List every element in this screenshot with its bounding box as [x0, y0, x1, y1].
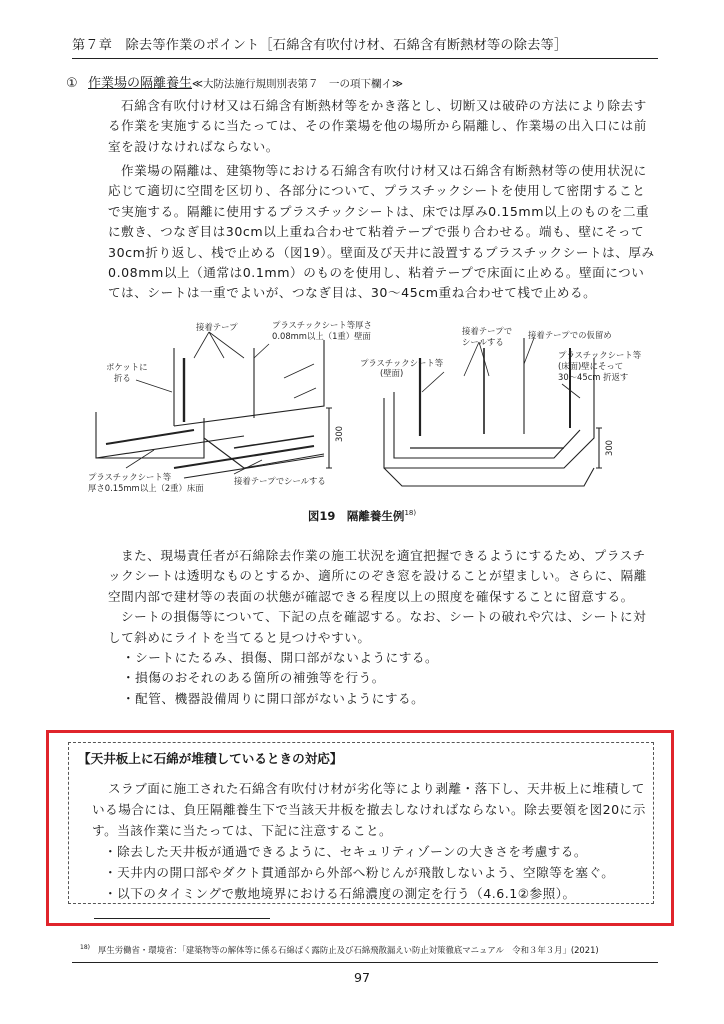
- label-fold-right-2: (床面)壁にそって: [558, 361, 624, 371]
- checklist-item: ・シートにたるみ、損傷、開口部がないようにする。: [122, 650, 439, 666]
- checklist-item: ・配管、機器設備周りに開口部がないようにする。: [122, 690, 425, 706]
- footnote: [80, 944, 599, 956]
- paragraph-block-1: [108, 96, 656, 157]
- callout-title: 【天井板上に石綿が堆積しているときの対応】: [78, 751, 343, 766]
- label-fold-right-1: プラスチックシート等: [558, 350, 642, 360]
- callout-list-item: ・以下のタイミングで敷地境界における石綿濃度の測定を行う（4.6.1②参照）。: [104, 886, 576, 901]
- section-heading: [66, 74, 666, 94]
- paragraph-2: 作業場の隔離は、建築物等における石綿含有吹付け材又は石綿含有断熱材等の使用状況に応じて適切に空間を区切り、各部分について、プラスチックシートを使用して密閉することで実施する。隔離に使用するプラスチックシートは、床では厚み0.15mm以上のものを二重に敷き、つなぎ目は30cm以上重ね合わせて粘着テープで張り合わせる。端も、壁にそって30cm折り返し、桟で止める（図19）。壁面及び天井に設置するプラスチックシートは、厚み0.08mm以上（通常は0.1mm）のものを使用し、粘着テープで床面に止める。壁面については、シートは一重でよいが、つなぎ目は、30～45cm重ね合わせて桟で止める。: [108, 163, 655, 301]
- label-floor-sheet-2: 厚さ0.15mm以上（2重）床面: [88, 483, 204, 493]
- section-number: ①: [66, 76, 78, 91]
- page-number: 97: [353, 970, 371, 985]
- figure-19-diagram: [84, 318, 644, 504]
- figure-caption-ref: 18): [404, 509, 417, 518]
- paragraph-3: また、現場責任者が石綿除去作業の施工状況を適宜把握できるようにするため、プラスチックシートは透明なものとするか、適所にのぞき窓を設けることが望ましい。さらに、隔離空間内部で建材等の表面の状態が確認できる程度以上の照度を確保することに留意する。: [108, 548, 647, 604]
- checklist: [108, 648, 656, 709]
- figure-caption-text: 図19 隔離養生例: [307, 509, 405, 523]
- label-wall-sheet-right-1: プラスチックシート等: [360, 358, 444, 368]
- page-rule: [72, 962, 658, 963]
- label-floor-sheet-1: プラスチックシート等: [88, 472, 172, 482]
- callout-body: [92, 778, 652, 904]
- paragraph-1: 石綿含有吹付け材又は石綿含有断熱材等をかき落とし、切断又は破砕の方法により除去する作業を実施するに当たっては、その作業場を他の場所から隔離し、作業場の出入口には前室を設けなければならない。: [108, 98, 647, 154]
- label-tape-left: 接着テープ: [196, 322, 238, 332]
- paragraph-4: シートの損傷等について、下記の点を確認する。なお、シートの破れや穴は、シートに対して斜めにライトを当てると見つけやすい。: [108, 609, 647, 645]
- paragraph-block-3: [108, 546, 656, 709]
- label-fold-right-3: 30～45cm 折返す: [558, 372, 629, 382]
- callout-list: [92, 841, 652, 904]
- label-tape-seal-right-1: 接着テープで: [462, 326, 513, 336]
- section-title: 作業場の隔離養生: [88, 76, 193, 91]
- label-pocket-2: 折る: [114, 373, 131, 383]
- label-tape-seal-right-2: シールする: [462, 337, 504, 347]
- label-seal-left: 接着テープでシールする: [234, 476, 326, 486]
- label-temp-fix: 接着テープでの仮留め: [528, 330, 612, 340]
- label-dim-left: 300: [334, 426, 344, 442]
- callout-list-item: ・除去した天井板が通過できるように、セキュリティゾーンの大きさを考慮する。: [104, 844, 587, 859]
- paragraph-block-2: [108, 161, 656, 304]
- label-wall-sheet-left-2: 0.08mm以上（1重）壁面: [272, 331, 371, 341]
- checklist-item: ・損傷のおそれのある箇所の補強等を行う。: [122, 670, 385, 686]
- chapter-header: 第７章 除去等作業のポイント［石綿含有吹付け材、石綿含有断熱材等の除去等］: [72, 36, 658, 59]
- label-pocket-1: ポケットに: [106, 362, 148, 372]
- label-wall-sheet-left-1: プラスチックシート等厚さ: [272, 320, 372, 330]
- callout-paragraph: スラブ面に施工された石綿含有吹付け材が劣化等により剥離・落下し、天井板上に堆積している場合には、負圧隔離養生下で当該天井板を撤去しなければならない。除去要領を図20に示す。当該作業に当たっては、下記に注意すること。: [92, 781, 646, 838]
- label-dim-right: 300: [604, 440, 614, 456]
- footnote-mark: 18): [80, 944, 90, 952]
- footnote-text: 厚生労働省・環境省：「建築物等の解体等に係る石綿ばく露防止及び石綿飛散漏えい防止対策徹底マニュアル 令和３年３月」(2021): [97, 945, 599, 955]
- figure-caption: [0, 508, 724, 524]
- section-reference: ≪大防法施行規則別表第７ 一の項下欄イ≫: [192, 78, 403, 90]
- footnote-rule: [94, 918, 270, 919]
- label-wall-sheet-right-2: (壁面): [380, 368, 404, 378]
- callout-list-item: ・天井内の開口部やダクト貫通部から外部へ粉じんが飛散しないよう、空隙等を塞ぐ。: [104, 865, 615, 880]
